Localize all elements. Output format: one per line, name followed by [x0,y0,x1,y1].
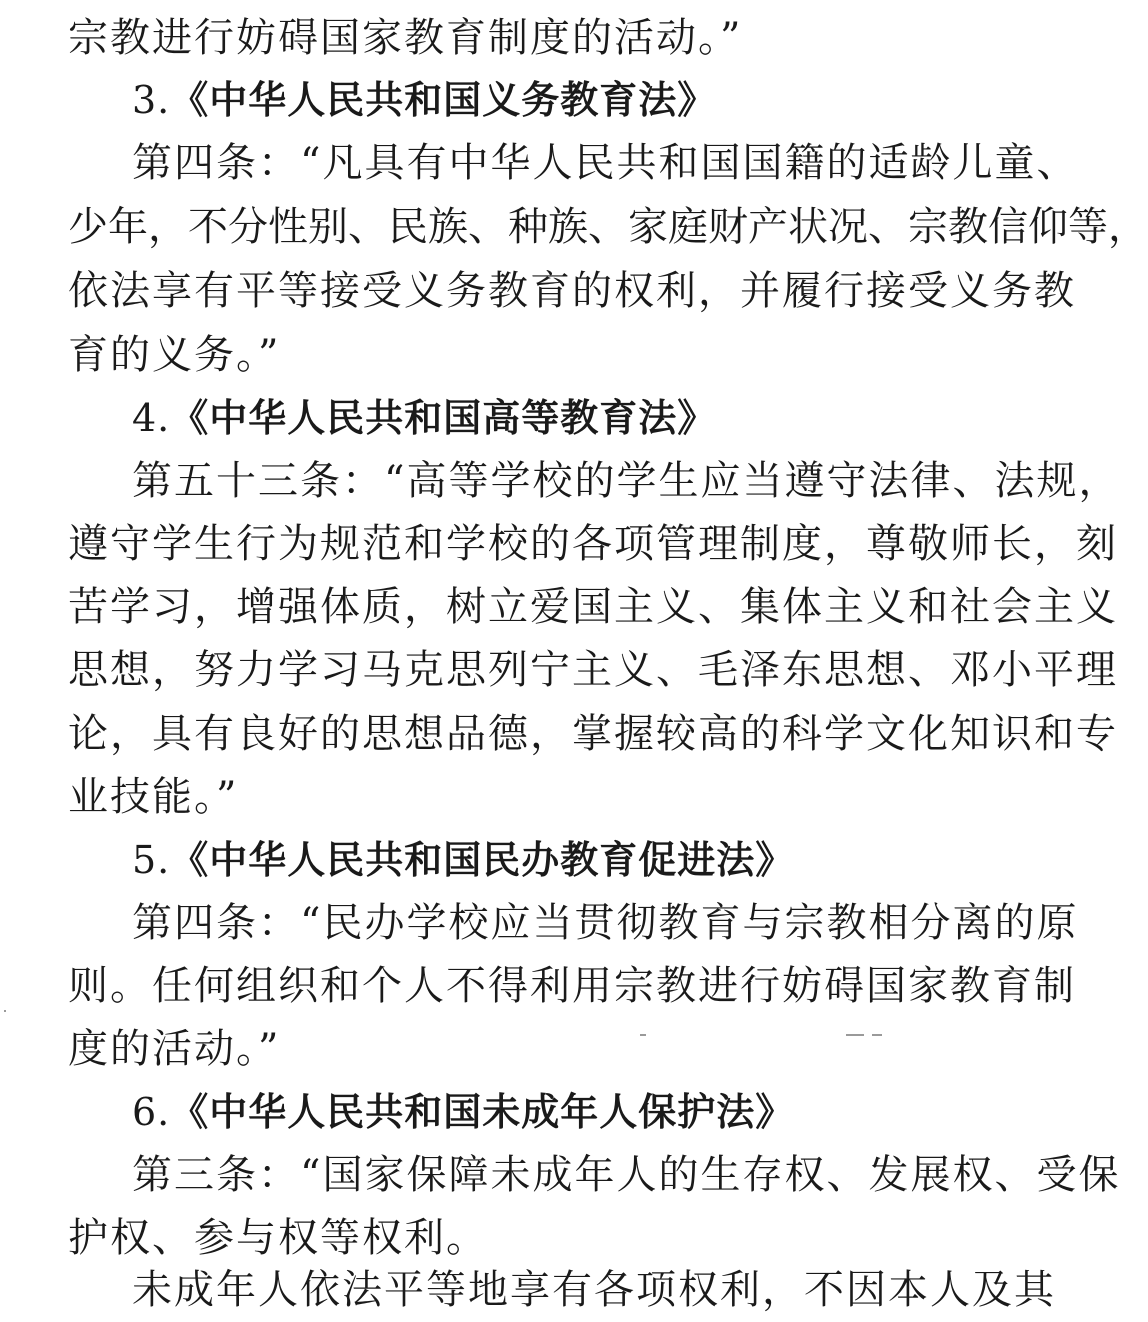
section-heading [132,1080,1074,1144]
text-line: 思想，努力学习马克思列宁主义、毛泽东思想、邓小平理 [68,647,1118,693]
text-line: 度的活动。” [68,1026,281,1072]
text-line: 育的义务。” [68,332,281,378]
scan-speck [846,1034,864,1036]
text-line: 第三条：“国家保障未成年人的生存权、发展权、受保 [132,1152,1121,1198]
text-line: 业技能。” [68,774,239,820]
text-line: 第五十三条：“高等学校的学生应当遵守法律、法规， [132,458,1121,504]
heading-number: 4. [132,396,171,440]
text-line: 依法享有平等接受义务教育的权利，并履行接受义务教 [68,268,1076,314]
heading-title: 《中华人民共和国义务教育法》 [170,78,717,122]
text-line: 遵守学生行为规范和学校的各项管理制度，尊敬师长，刻 [68,521,1118,567]
heading-number: 5. [132,838,171,882]
heading-title: 《中华人民共和国民办教育促进法》 [170,838,795,882]
heading-number: 3. [132,78,171,122]
text-line: 护权、参与权等权利。 [68,1215,488,1261]
text-line: 则。任何组织和个人不得利用宗教进行妨碍国家教育制 [68,963,1076,1009]
section-heading [132,828,1074,892]
scan-speck [640,1034,646,1036]
scan-speck [872,1034,882,1036]
text-line: 第四条：“民办学校应当贯彻教育与宗教相分离的原 [132,900,1079,946]
text-line: 苦学习，增强体质，树立爱国主义、集体主义和社会主义 [68,584,1118,630]
text-line: 第四条：“凡具有中华人民共和国国籍的适龄儿童、 [132,140,1079,186]
heading-title: 《中华人民共和国未成年人保护法》 [170,1090,795,1134]
scan-speck [4,1010,6,1012]
text-line: 少年，不分性别、民族、种族、家庭财产状况、宗教信仰等， [68,204,1148,250]
text-line: 未成年人依法平等地享有各项权利，不因本人及其 [132,1267,1056,1313]
section-heading [132,68,1074,132]
text-line: 论，具有良好的思想品德，掌握较高的科学文化知识和专 [68,711,1118,757]
section-heading [132,386,1074,450]
text-line: 宗教进行妨碍国家教育制度的活动。” [68,15,743,61]
heading-number: 6. [132,1090,171,1134]
heading-title: 《中华人民共和国高等教育法》 [170,396,717,440]
